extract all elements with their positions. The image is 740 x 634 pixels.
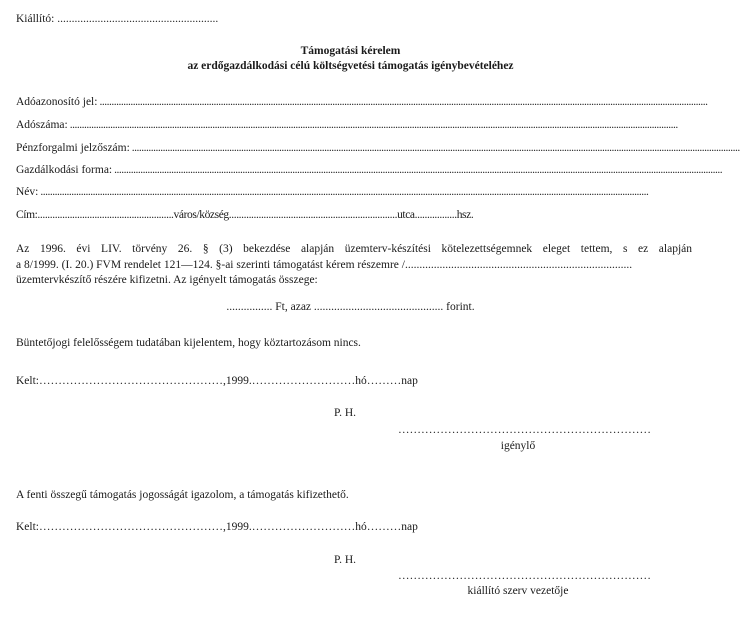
form-title: Támogatási kérelem [300,45,401,57]
business-form-dots: ................................................................................................................................................................................................................................................................ [114,164,723,176]
signature-line-issuer[interactable]: ………………………………………………………… [398,570,651,582]
name-dots: ................................................................................................................................................................................................................................................................ [40,186,649,198]
business-form-label: Gazdálkodási forma: [16,164,113,176]
certification-statement: A fenti összegű támogatás jogosságát igazolom, a támogatás kifizethető. [16,489,349,501]
bank-account-field[interactable] [16,141,740,155]
signature-line-applicant[interactable]: ………………………………………………………… [398,424,651,436]
tax-id-field[interactable] [16,95,708,109]
declaration-line-2[interactable]: a 8/1999. (I. 20.) FVM rendelet 121—124. §-ai szerinti támogatást kérem részemre /............................................................................... [16,258,633,271]
business-form-field[interactable] [16,163,723,177]
stamp-label-issuer: P. H. [333,554,357,566]
name-field[interactable] [16,185,676,199]
signature-label-applicant: igénylő [500,440,536,452]
issuer-line: Kiállító: ........................................................ [16,13,219,25]
declaration-line-1: Az 1996. évi LIV. törvény 26. § (3) bekezdése alapján üzemterv-készítési kötelezettségemnek eleget tettem, s ez alapján [16,243,692,255]
declaration-paragraph [16,242,692,289]
tax-number-dots: ................................................................................................................................................................................................................................................................ [69,119,678,131]
bank-account-dots: ................................................................................................................................................................................................................................................................ [131,142,740,154]
amount-line[interactable]: ................ Ft, azaz ............................................. forint. [226,301,475,313]
tax-id-dots: ................................................................................................................................................................................................................................................................ [99,96,708,108]
bank-account-label: Pénzforgalmi jelzőszám: [16,142,130,154]
declaration-line-3: üzemtervkészítő részére kifizetni. Az igényelt támogatás összege: [16,274,318,286]
stamp-label-applicant: P. H. [333,407,357,419]
signature-label-issuer: kiállító szerv vezetője [467,585,569,597]
debt-statement: Büntetőjogi felelősségem tudatában kijelentem, hogy köztartozásom nincs. [16,337,361,349]
date-line-issuer[interactable]: Kelt:…………………………………………,1999.………………………hó………nap [16,521,418,533]
address-field[interactable]: Cím:.......................................................város/község....................................................................utca.................hsz. [16,209,474,221]
tax-number-label: Adószáma: [16,119,68,131]
form-subtitle: az erdőgazdálkodási célú költségvetési támogatás igénybevételéhez [187,60,514,72]
name-label: Név: [16,186,39,198]
tax-number-field[interactable] [16,118,676,132]
date-line-applicant[interactable]: Kelt:…………………………………………,1999.………………………hó………nap [16,375,418,387]
tax-id-label: Adóazonosító jel: [16,96,98,108]
